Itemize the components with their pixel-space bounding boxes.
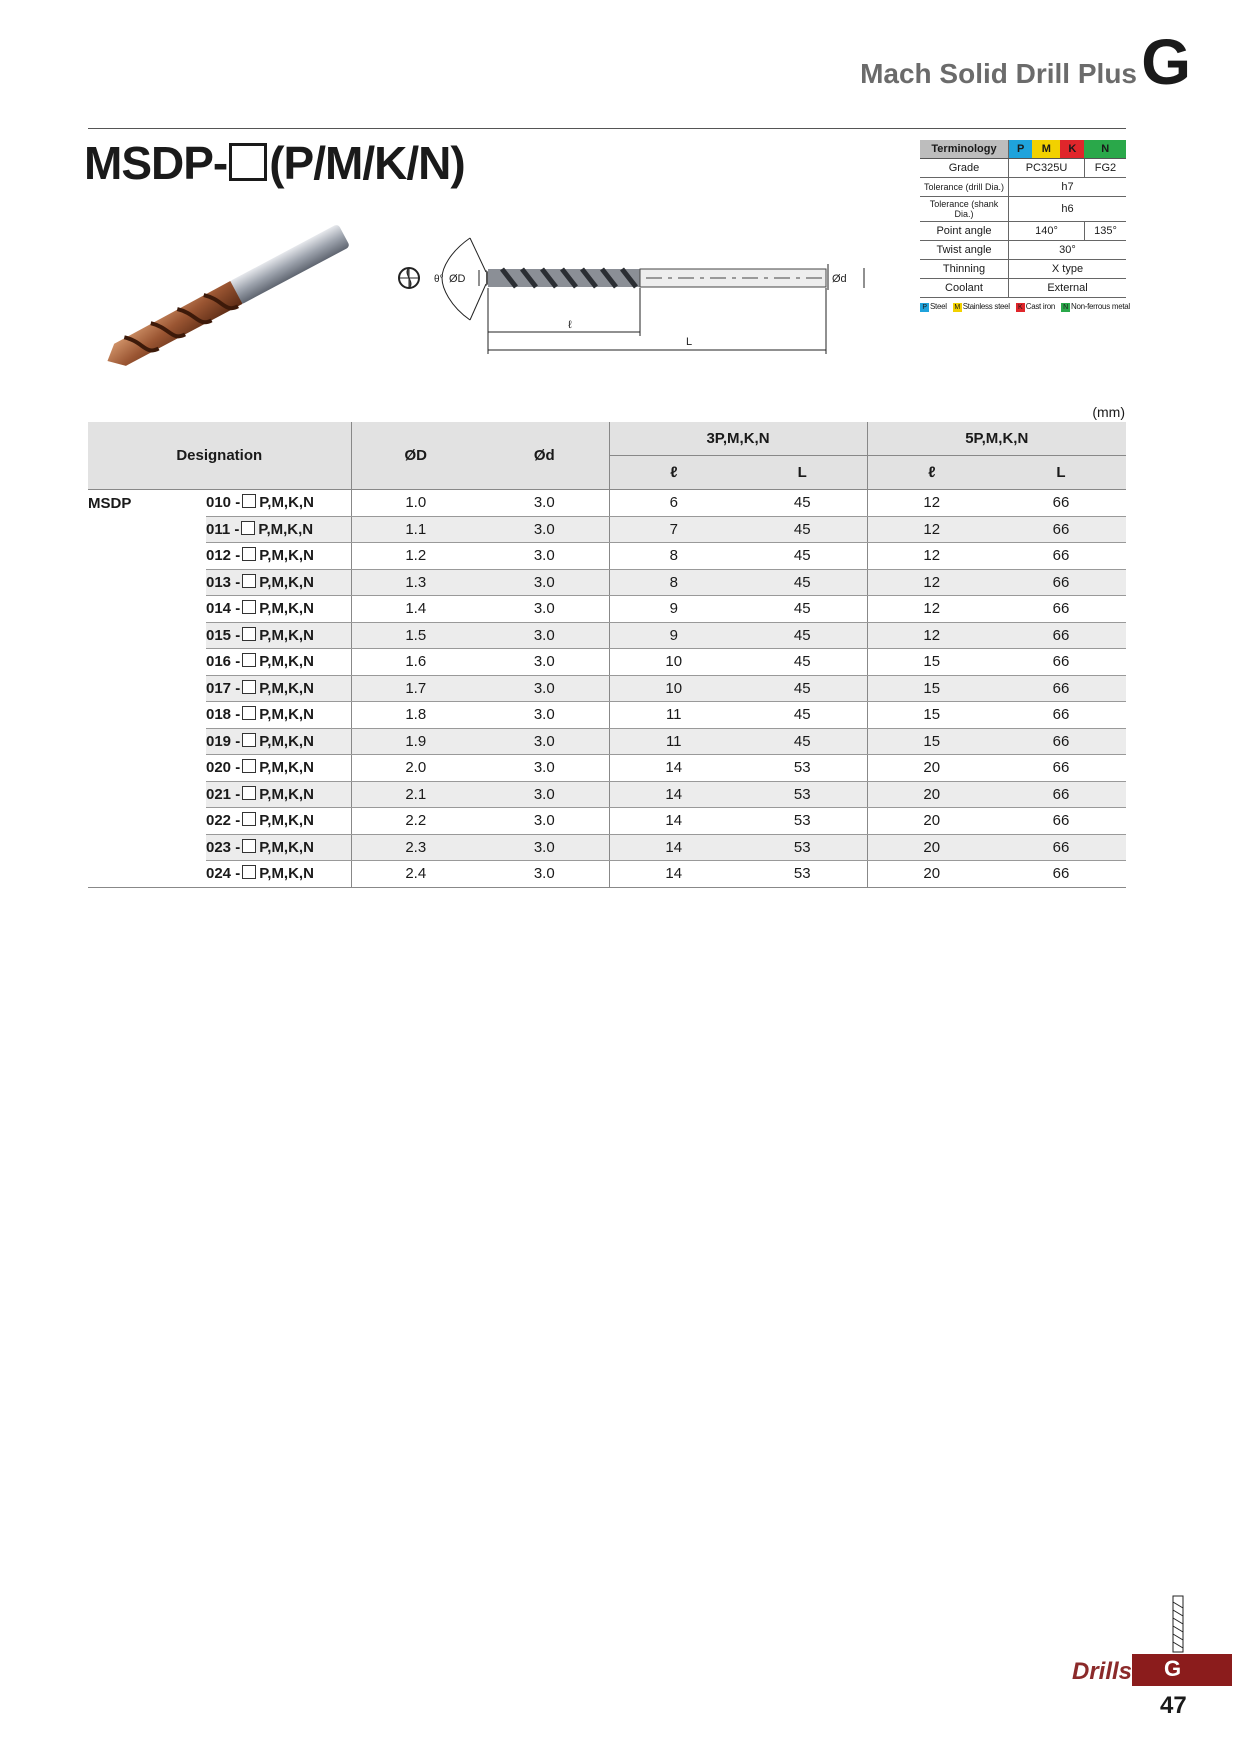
shank-diameter-cell: 3.0 <box>480 596 609 623</box>
overall-length-3p-cell: 53 <box>738 861 867 888</box>
overall-length-3p-cell: 45 <box>738 649 867 676</box>
overall-length-5p-cell: 66 <box>996 781 1126 808</box>
series-cell <box>88 516 206 543</box>
placeholder-box <box>242 759 256 773</box>
l-label: ℓ <box>568 319 572 331</box>
overall-length-3p-cell: 53 <box>738 781 867 808</box>
shank-diameter-cell: 3.0 <box>480 755 609 782</box>
drill-dimension-diagram <box>392 228 872 358</box>
overall-length-3p-cell: 45 <box>738 675 867 702</box>
legend-text: Cast iron <box>1025 302 1056 311</box>
overall-length-3p-cell: 45 <box>738 728 867 755</box>
table-row <box>88 490 1126 517</box>
designation-code: 020 - <box>206 759 241 777</box>
flute-length-3p-cell: 14 <box>609 781 738 808</box>
designation-header: Designation <box>88 422 351 490</box>
flute-length-3p-cell: 11 <box>609 702 738 729</box>
designation-suffix: P,M,K,N <box>259 679 314 697</box>
overall-length-5p-cell: 66 <box>996 569 1126 596</box>
series-cell <box>88 649 206 676</box>
footer-section-label: Drills <box>1072 1658 1133 1685</box>
drill-image <box>88 222 368 374</box>
placeholder-box <box>242 786 256 800</box>
diameter-cell: 2.0 <box>351 755 480 782</box>
flute-length-header: ℓ <box>609 456 738 490</box>
designation-code: 023 - <box>206 838 241 856</box>
flute-length-3p-cell: 14 <box>609 861 738 888</box>
diameter-cell: 1.8 <box>351 702 480 729</box>
flute-length-5p-cell: 12 <box>867 569 996 596</box>
series-cell: MSDP <box>88 490 206 517</box>
designation-cell <box>206 569 351 596</box>
designation-cell <box>206 543 351 570</box>
designation-suffix: P,M,K,N <box>259 600 314 618</box>
series-cell <box>88 861 206 888</box>
designation-suffix: P,M,K,N <box>259 653 314 671</box>
designation-suffix: P,M,K,N <box>259 626 314 644</box>
flute-length-5p-cell: 20 <box>867 834 996 861</box>
designation-suffix: P,M,K,N <box>259 865 314 883</box>
flute-length-5p-cell: 12 <box>867 596 996 623</box>
series-cell <box>88 675 206 702</box>
designation-code: 015 - <box>206 626 241 644</box>
shank-diameter-cell: 3.0 <box>480 781 609 808</box>
drill-end-view-icon <box>399 268 419 288</box>
placeholder-box <box>242 733 256 747</box>
flute-length-5p-cell: 20 <box>867 861 996 888</box>
designation-suffix: P,M,K,N <box>259 838 314 856</box>
placeholder-box <box>242 680 256 694</box>
table-row <box>88 516 1126 543</box>
flute-length-3p-cell: 9 <box>609 596 738 623</box>
series-cell <box>88 834 206 861</box>
overall-length-header: L <box>996 456 1126 490</box>
designation-code: 012 - <box>206 547 241 565</box>
overall-length-5p-cell: 66 <box>996 808 1126 835</box>
legend-item <box>1061 302 1130 311</box>
flute-length-5p-cell: 12 <box>867 490 996 517</box>
overall-length-3p-cell: 45 <box>738 622 867 649</box>
designation-code: 021 - <box>206 785 241 803</box>
table-row <box>88 596 1126 623</box>
table-row <box>88 622 1126 649</box>
designation-code: 017 - <box>206 679 241 697</box>
designation-cell <box>206 490 351 517</box>
term-label: Tolerance (drill Dia.) <box>920 178 1009 197</box>
shank-diameter-cell: 3.0 <box>480 490 609 517</box>
legend-swatch: M <box>954 304 960 311</box>
series-cell <box>88 622 206 649</box>
overall-length-5p-cell: 66 <box>996 675 1126 702</box>
designation-cell <box>206 675 351 702</box>
grade-code-p: P <box>1009 140 1033 159</box>
designation-code: 011 - <box>206 520 240 538</box>
legend-item <box>1016 302 1055 311</box>
overall-length-5p-cell: 66 <box>996 649 1126 676</box>
shank-diameter-cell: 3.0 <box>480 516 609 543</box>
designation-suffix: P,M,K,N <box>259 759 314 777</box>
series-cell <box>88 543 206 570</box>
designation-cell <box>206 781 351 808</box>
table-row <box>88 808 1126 835</box>
term-value: External <box>1009 279 1127 298</box>
group-5p-header: 5P,M,K,N <box>867 422 1126 456</box>
table-row <box>88 755 1126 782</box>
placeholder-box <box>242 627 256 641</box>
series-cell <box>88 781 206 808</box>
shank-diameter-cell: 3.0 <box>480 675 609 702</box>
terminology-header: Terminology <box>920 140 1009 159</box>
placeholder-box <box>242 653 256 667</box>
designation-code: 019 - <box>206 732 241 750</box>
designation-code: 024 - <box>206 865 241 883</box>
flute-length-3p-cell: 11 <box>609 728 738 755</box>
terminology-table <box>920 140 1130 312</box>
designation-suffix: P,M,K,N <box>259 785 314 803</box>
term-label: Grade <box>920 159 1009 178</box>
designation-suffix: P,M,K,N <box>258 520 314 538</box>
legend-text: Stainless steel <box>962 302 1010 311</box>
table-row <box>88 781 1126 808</box>
diameter-cell: 2.4 <box>351 861 480 888</box>
flute-length-5p-cell: 20 <box>867 755 996 782</box>
specification-table <box>88 422 1126 888</box>
placeholder-box <box>229 143 267 181</box>
series-cell <box>88 728 206 755</box>
table-row <box>88 649 1126 676</box>
overall-length-3p-cell: 45 <box>738 702 867 729</box>
flute-length-5p-cell: 15 <box>867 702 996 729</box>
designation-code: 016 - <box>206 653 241 671</box>
page-number: 47 <box>1160 1692 1187 1719</box>
series-cell <box>88 808 206 835</box>
term-value-alt: FG2 <box>1084 159 1126 178</box>
grade-code-m: M <box>1032 140 1060 159</box>
term-value: h6 <box>1009 197 1127 222</box>
flute-length-3p-cell: 8 <box>609 569 738 596</box>
section-letter: G <box>1141 26 1191 98</box>
placeholder-box <box>242 812 256 826</box>
placeholder-box <box>242 547 256 561</box>
overall-length-3p-cell: 45 <box>738 596 867 623</box>
product-suffix: (P/M/K/N) <box>269 137 465 189</box>
term-value: X type <box>1009 260 1127 279</box>
legend-item <box>920 302 947 311</box>
term-value: 140° <box>1009 222 1085 241</box>
shank-diameter-header: Ød <box>480 422 609 490</box>
overall-length-3p-cell: 53 <box>738 755 867 782</box>
placeholder-box <box>242 865 256 879</box>
material-legend <box>920 302 1130 312</box>
flute-length-3p-cell: 7 <box>609 516 738 543</box>
shank-diameter-cell: 3.0 <box>480 543 609 570</box>
overall-length-5p-cell: 66 <box>996 622 1126 649</box>
term-value: 30° <box>1009 241 1127 260</box>
designation-suffix: P,M,K,N <box>259 494 314 512</box>
d-label: ØD <box>449 273 466 285</box>
overall-length-5p-cell: 66 <box>996 702 1126 729</box>
shank-diameter-cell: 3.0 <box>480 622 609 649</box>
series-cell <box>88 702 206 729</box>
placeholder-box <box>242 574 256 588</box>
flute-length-3p-cell: 6 <box>609 490 738 517</box>
placeholder-box <box>242 494 256 508</box>
term-value: h7 <box>1009 178 1127 197</box>
term-value-alt: 135° <box>1084 222 1126 241</box>
header-title: Mach Solid Drill Plus <box>860 58 1137 89</box>
diameter-cell: 2.3 <box>351 834 480 861</box>
legend-text: Steel <box>930 302 947 311</box>
designation-suffix: P,M,K,N <box>259 812 314 830</box>
diameter-cell: 1.2 <box>351 543 480 570</box>
table-row <box>88 569 1126 596</box>
legend-swatch: N <box>1061 303 1070 312</box>
flute-length-3p-cell: 14 <box>609 834 738 861</box>
overall-length-5p-cell: 66 <box>996 490 1126 517</box>
overall-length-3p-cell: 53 <box>738 808 867 835</box>
flute-length-5p-cell: 15 <box>867 728 996 755</box>
placeholder-box <box>241 521 255 535</box>
unit-label: (mm) <box>1092 404 1125 420</box>
term-label: Twist angle <box>920 241 1009 260</box>
flute-length-3p-cell: 14 <box>609 755 738 782</box>
shank-diameter-cell: 3.0 <box>480 808 609 835</box>
shank-d-label: Ød <box>832 273 847 285</box>
legend-text: Non-ferrous metal <box>1070 302 1130 311</box>
series-cell <box>88 569 206 596</box>
diameter-cell: 1.5 <box>351 622 480 649</box>
diameter-cell: 1.0 <box>351 490 480 517</box>
designation-code: 022 - <box>206 812 241 830</box>
designation-code: 014 - <box>206 600 241 618</box>
flute-length-3p-cell: 8 <box>609 543 738 570</box>
designation-cell <box>206 834 351 861</box>
diameter-cell: 1.4 <box>351 596 480 623</box>
designation-cell <box>206 808 351 835</box>
grade-code-k: K <box>1060 140 1084 159</box>
footer-bar <box>1132 1654 1232 1686</box>
diameter-cell: 1.6 <box>351 649 480 676</box>
series-cell <box>88 755 206 782</box>
designation-suffix: P,M,K,N <box>259 547 314 565</box>
term-label: Thinning <box>920 260 1009 279</box>
diameter-cell: 1.1 <box>351 516 480 543</box>
table-row <box>88 861 1126 888</box>
designation-suffix: P,M,K,N <box>259 573 314 591</box>
diameter-cell: 1.7 <box>351 675 480 702</box>
legend-swatch: K <box>1016 303 1025 312</box>
overall-length-3p-cell: 45 <box>738 516 867 543</box>
diameter-header: ØD <box>351 422 480 490</box>
shank-diameter-cell: 3.0 <box>480 649 609 676</box>
table-row <box>88 834 1126 861</box>
designation-cell <box>206 596 351 623</box>
shank-diameter-cell: 3.0 <box>480 728 609 755</box>
designation-cell <box>206 649 351 676</box>
grade-code-n: N <box>1084 140 1126 159</box>
term-label: Point angle <box>920 222 1009 241</box>
designation-cell <box>206 755 351 782</box>
table-row <box>88 675 1126 702</box>
designation-cell <box>206 702 351 729</box>
table-row <box>88 543 1126 570</box>
overall-length-5p-cell: 66 <box>996 543 1126 570</box>
product-title <box>84 136 465 190</box>
overall-length-5p-cell: 66 <box>996 516 1126 543</box>
flute-length-header: ℓ <box>867 456 996 490</box>
flute-length-5p-cell: 15 <box>867 675 996 702</box>
legend-swatch: P <box>920 303 929 312</box>
designation-suffix: P,M,K,N <box>259 706 314 724</box>
term-label: Coolant <box>920 279 1009 298</box>
diameter-cell: 1.9 <box>351 728 480 755</box>
overall-length-header: L <box>738 456 867 490</box>
L-label: L <box>686 336 693 348</box>
flute-length-5p-cell: 20 <box>867 808 996 835</box>
flute-length-5p-cell: 12 <box>867 543 996 570</box>
designation-cell <box>206 622 351 649</box>
table-row <box>88 728 1126 755</box>
flute-length-3p-cell: 9 <box>609 622 738 649</box>
designation-cell <box>206 516 351 543</box>
flute-length-5p-cell: 20 <box>867 781 996 808</box>
theta-label: θ° <box>434 274 444 285</box>
shank-diameter-cell: 3.0 <box>480 861 609 888</box>
overall-length-3p-cell: 45 <box>738 543 867 570</box>
overall-length-5p-cell: 66 <box>996 728 1126 755</box>
product-prefix: MSDP- <box>84 137 228 189</box>
shank-diameter-cell: 3.0 <box>480 834 609 861</box>
term-label: Tolerance (shank Dia.) <box>920 197 1009 222</box>
designation-cell <box>206 861 351 888</box>
overall-length-5p-cell: 66 <box>996 861 1126 888</box>
designation-cell <box>206 728 351 755</box>
group-3p-header: 3P,M,K,N <box>609 422 867 456</box>
flute-length-3p-cell: 10 <box>609 649 738 676</box>
drill-tab-icon <box>1170 1594 1186 1654</box>
series-cell <box>88 596 206 623</box>
diameter-cell: 2.1 <box>351 781 480 808</box>
shank-diameter-cell: 3.0 <box>480 702 609 729</box>
overall-length-3p-cell: 45 <box>738 490 867 517</box>
shank-diameter-cell: 3.0 <box>480 569 609 596</box>
term-value: PC325U <box>1009 159 1085 178</box>
overall-length-5p-cell: 66 <box>996 596 1126 623</box>
flute-length-3p-cell: 10 <box>609 675 738 702</box>
designation-code: 018 - <box>206 706 241 724</box>
flute-length-5p-cell: 15 <box>867 649 996 676</box>
flute-length-3p-cell: 14 <box>609 808 738 835</box>
overall-length-5p-cell: 66 <box>996 755 1126 782</box>
header-rule <box>88 128 1126 129</box>
placeholder-box <box>242 839 256 853</box>
flute-length-5p-cell: 12 <box>867 622 996 649</box>
placeholder-box <box>242 706 256 720</box>
flute-length-5p-cell: 12 <box>867 516 996 543</box>
overall-length-3p-cell: 45 <box>738 569 867 596</box>
table-row <box>88 702 1126 729</box>
footer-section-letter: G <box>1164 1656 1182 1681</box>
designation-suffix: P,M,K,N <box>259 732 314 750</box>
designation-code: 010 - <box>206 494 241 512</box>
placeholder-box <box>242 600 256 614</box>
overall-length-5p-cell: 66 <box>996 834 1126 861</box>
legend-item <box>953 302 1010 311</box>
diameter-cell: 1.3 <box>351 569 480 596</box>
diameter-cell: 2.2 <box>351 808 480 835</box>
overall-length-3p-cell: 53 <box>738 834 867 861</box>
designation-code: 013 - <box>206 573 241 591</box>
